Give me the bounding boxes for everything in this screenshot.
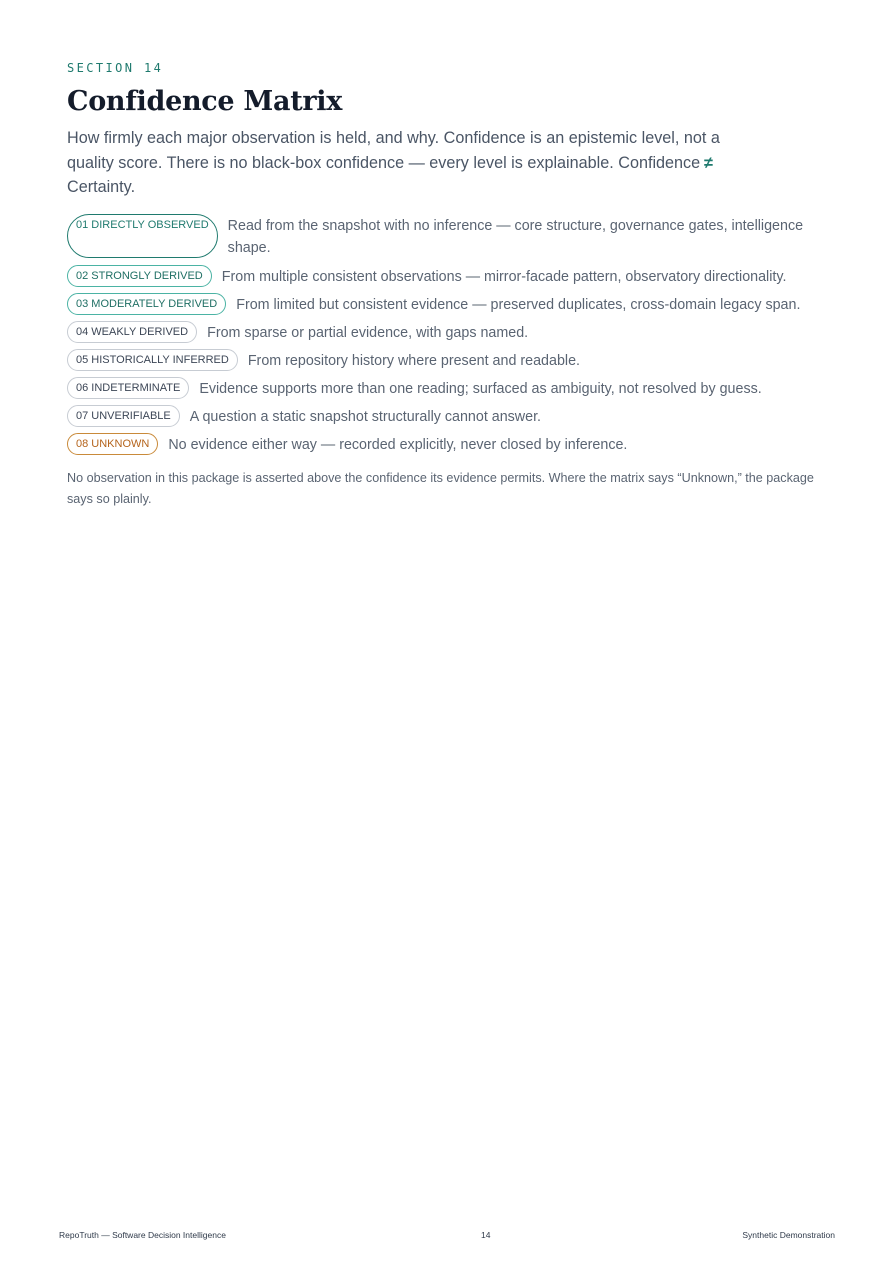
level-description: Evidence supports more than one reading; surfaced as ambiguity, not resolved by guess. [199, 381, 762, 397]
confidence-level-row [67, 321, 827, 344]
level-description: From limited but consistent evidence — preserved duplicates, cross-domain legacy span. [236, 297, 801, 313]
confidence-level-row [67, 214, 827, 259]
page-number: 14 [481, 1230, 491, 1240]
intro-text-end: Certainty. [67, 178, 136, 197]
closing-note: No observation in this package is asserted above the confidence its evidence permits. Where the matrix says “Unknown,” the package says so plainly. [67, 471, 814, 506]
footer-product: RepoTruth — Software Decision Intelligence [59, 1230, 226, 1240]
confidence-level-row [67, 405, 827, 428]
section-kicker: SECTION 14 [67, 61, 164, 75]
confidence-level-row [67, 293, 827, 316]
confidence-levels-list [67, 214, 827, 461]
page-title: Confidence Matrix [67, 86, 343, 117]
level-description: From sparse or partial evidence, with gaps named. [207, 325, 529, 341]
level-description: Read from the snapshot with no inference — core structure, governance gates, intelligence shape. [227, 218, 804, 256]
level-badge-directly-observed: 01 DIRECTLY OBSERVED [67, 214, 218, 258]
intro-text: How firmly each major observation is held, and why. Confidence is an epistemic level, not a quality score. There is no black-box confidence — every level is explainable. Confidence [67, 129, 720, 172]
intro-paragraph [67, 126, 767, 200]
confidence-level-row [67, 265, 827, 288]
level-badge-indeterminate: 06 INDETERMINATE [67, 377, 189, 399]
level-badge-unknown: 08 UNKNOWN [67, 433, 158, 455]
level-description: No evidence either way — recorded explicitly, never closed by inference. [168, 437, 628, 453]
level-description: From multiple consistent observations — mirror-facade pattern, observatory directionality. [221, 269, 787, 285]
page-footer [59, 1230, 835, 1244]
level-badge-weakly-derived: 04 WEAKLY DERIVED [67, 321, 197, 343]
level-description: From repository history where present and readable. [247, 353, 580, 369]
confidence-level-row [67, 433, 827, 456]
level-badge-unverifiable: 07 UNVERIFIABLE [67, 405, 180, 427]
level-badge-strongly-derived: 02 STRONGLY DERIVED [67, 265, 212, 287]
level-badge-historically-inferred: 05 HISTORICALLY INFERRED [67, 349, 238, 371]
confidence-level-row [67, 349, 827, 372]
not-equal-symbol: ≠ [704, 153, 714, 172]
level-description: A question a static snapshot structurally cannot answer. [189, 409, 542, 425]
level-badge-moderately-derived: 03 MODERATELY DERIVED [67, 293, 226, 315]
confidence-level-row [67, 377, 827, 400]
footer-label: Synthetic Demonstration [742, 1230, 835, 1240]
